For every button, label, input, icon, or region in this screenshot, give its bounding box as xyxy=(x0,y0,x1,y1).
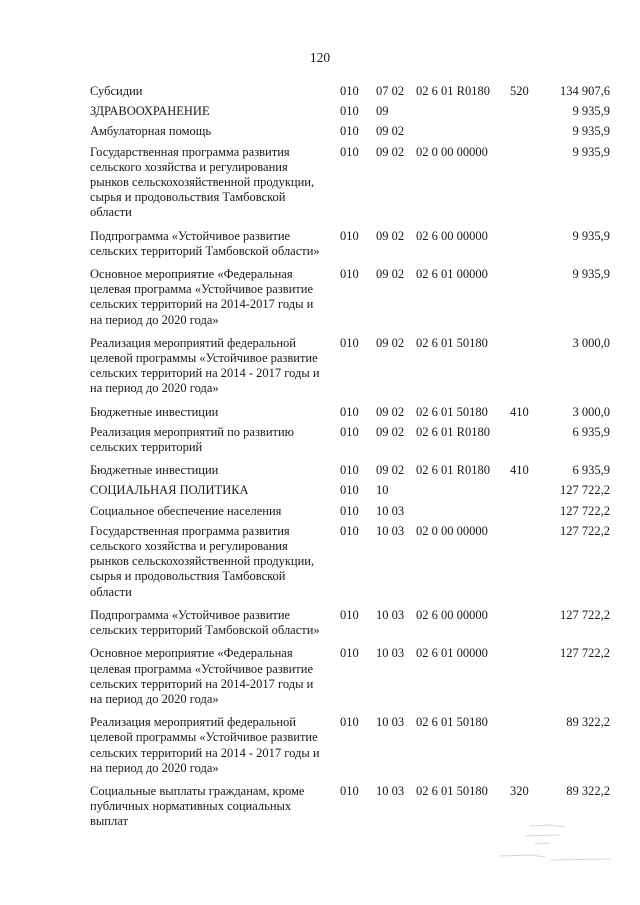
table-row xyxy=(90,336,610,397)
program-code-cell: 02 6 00 00000 xyxy=(416,228,488,243)
ministry-code-cell: 010 xyxy=(340,124,359,139)
row-name-cell: Реализация мероприятий по развитию сельских территорий xyxy=(90,424,294,455)
ministry-code-cell: 010 xyxy=(340,335,359,350)
ministry-code-cell: 010 xyxy=(340,84,359,98)
amount-cell: 9 935,9 xyxy=(572,267,610,282)
amount-cell: 6 935,9 xyxy=(572,463,610,478)
row-name-cell: Подпрограмма «Устойчивое развитие сельских территорий Тамбовской области» xyxy=(90,228,320,258)
expense-type-cell: 520 xyxy=(510,84,529,98)
section-code-cell: 10 03 xyxy=(376,503,405,518)
table-row xyxy=(90,145,610,221)
ministry-code-cell: 010 xyxy=(340,483,359,498)
row-name-cell: Государственная программа развития сельского хозяйства и регулирования рынков сельскохозяйственной продукции, сырья и продовольствия Тамбовской области xyxy=(90,523,315,599)
row-name-cell: Реализация мероприятий федеральной целевой программы «Устойчивое развитие сельских территорий на 2014 - 2017 годы и на период до 2020 года» xyxy=(90,335,320,396)
table-row xyxy=(90,646,610,707)
section-code-cell: 09 02 xyxy=(376,335,405,350)
table-row xyxy=(90,425,610,455)
amount-cell: 9 935,9 xyxy=(572,228,610,243)
program-code-cell: 02 6 00 00000 xyxy=(416,607,488,622)
table-row xyxy=(90,124,610,139)
ministry-code-cell: 010 xyxy=(340,463,359,478)
row-name-cell: Бюджетные инвестиции xyxy=(90,404,219,419)
table-row xyxy=(90,84,610,99)
table-row xyxy=(90,524,610,600)
amount-cell: 9 935,9 xyxy=(572,124,610,139)
row-name-cell: СОЦИАЛЬНАЯ ПОЛИТИКА xyxy=(90,483,249,498)
program-code-cell: 02 6 01 50180 xyxy=(416,715,488,730)
program-code-cell: 02 6 01 00000 xyxy=(416,267,488,282)
section-code-cell: 10 03 xyxy=(376,783,405,798)
row-name-cell: Социальное обеспечение населения xyxy=(90,503,282,518)
row-name-cell: Основное мероприятие «Федеральная целевая программа «Устойчивое развитие сельских территорий на 2014-2017 годы и на период до 2020 года» xyxy=(90,646,314,706)
expense-type-cell: 410 xyxy=(510,404,529,419)
section-code-cell: 10 03 xyxy=(376,607,405,622)
ministry-code-cell: 010 xyxy=(340,646,359,661)
amount-cell: 89 322,2 xyxy=(566,783,610,798)
section-code-cell: 09 02 xyxy=(376,144,405,159)
ministry-code-cell: 010 xyxy=(340,267,359,282)
ministry-code-cell: 010 xyxy=(340,228,359,243)
program-code-cell: 02 6 01 R0180 xyxy=(416,463,490,478)
row-name-cell: Государственная программа развития сельского хозяйства и регулирования рынков сельскохозяйственной продукции, сырья и продовольствия Тамбовской области xyxy=(90,144,315,220)
ministry-code-cell: 010 xyxy=(340,424,359,439)
section-code-cell: 09 xyxy=(376,104,389,119)
amount-cell: 127 722,2 xyxy=(560,646,610,661)
amount-cell: 89 322,2 xyxy=(566,715,610,730)
program-code-cell: 02 0 00 00000 xyxy=(416,523,488,538)
program-code-cell: 02 6 01 50180 xyxy=(416,404,488,419)
row-name-cell: Социальные выплаты гражданам, кроме публичных нормативных социальных выплат xyxy=(90,783,305,829)
row-name-cell: Реализация мероприятий федеральной целевой программы «Устойчивое развитие сельских территорий на 2014 - 2017 годы и на период до 2020 года» xyxy=(90,715,320,775)
program-code-cell: 02 0 00 00000 xyxy=(416,144,488,159)
amount-cell: 9 935,9 xyxy=(572,104,610,119)
row-name-cell: ЗДРАВООХРАНЕНИЕ xyxy=(90,104,210,119)
amount-cell: 127 722,2 xyxy=(560,607,610,622)
ministry-code-cell: 010 xyxy=(340,607,359,622)
amount-cell: 3 000,0 xyxy=(572,335,610,350)
ministry-code-cell: 010 xyxy=(340,104,359,119)
amount-cell: 9 935,9 xyxy=(572,144,610,159)
expense-type-cell: 410 xyxy=(510,463,529,478)
ministry-code-cell: 010 xyxy=(340,144,359,159)
row-name-cell: Основное мероприятие «Федеральная целевая программа «Устойчивое развитие сельских территорий на 2014-2017 годы и на период до 2020 года» xyxy=(90,267,314,327)
row-name-cell: Амбулаторная помощь xyxy=(90,124,212,139)
table-row xyxy=(90,267,610,328)
section-code-cell: 09 02 xyxy=(376,404,405,419)
section-code-cell: 10 03 xyxy=(376,523,405,538)
row-name-cell: Подпрограмма «Устойчивое развитие сельских территорий Тамбовской области» xyxy=(90,607,320,638)
ministry-code-cell: 010 xyxy=(340,715,359,730)
table-row xyxy=(90,104,610,119)
section-code-cell: 09 02 xyxy=(376,267,405,282)
budget-table xyxy=(90,84,610,830)
amount-cell: 127 722,2 xyxy=(560,523,610,538)
amount-cell: 134 907,6 xyxy=(560,84,610,98)
program-code-cell: 02 6 01 R0180 xyxy=(416,424,490,439)
table-row xyxy=(90,405,610,420)
table-row xyxy=(90,483,610,498)
expense-type-cell: 320 xyxy=(510,783,529,798)
ministry-code-cell: 010 xyxy=(340,783,359,798)
amount-cell: 127 722,2 xyxy=(560,503,610,518)
row-name-cell: Бюджетные инвестиции xyxy=(90,463,219,478)
table-row xyxy=(90,504,610,519)
amount-cell: 6 935,9 xyxy=(572,424,610,439)
section-code-cell: 10 03 xyxy=(376,646,405,661)
table-row xyxy=(90,463,610,478)
program-code-cell: 02 6 01 R0180 xyxy=(416,84,490,98)
ministry-code-cell: 010 xyxy=(340,523,359,538)
program-code-cell: 02 6 01 00000 xyxy=(416,646,488,661)
section-code-cell: 09 02 xyxy=(376,228,405,243)
table-row xyxy=(90,608,610,638)
amount-cell: 127 722,2 xyxy=(560,483,610,498)
page-number: 120 xyxy=(309,50,331,65)
table-row xyxy=(90,715,610,776)
section-code-cell: 09 02 xyxy=(376,463,405,478)
program-code-cell: 02 6 01 50180 xyxy=(416,335,488,350)
section-code-cell: 10 xyxy=(376,483,389,498)
amount-cell: 3 000,0 xyxy=(572,404,610,419)
section-code-cell: 07 02 xyxy=(376,84,405,98)
table-row xyxy=(90,229,610,259)
section-code-cell: 10 03 xyxy=(376,715,405,730)
row-name-cell: Субсидии xyxy=(90,84,143,98)
faded-stamp-mark xyxy=(490,818,620,868)
section-code-cell: 09 02 xyxy=(376,424,405,439)
ministry-code-cell: 010 xyxy=(340,503,359,518)
ministry-code-cell: 010 xyxy=(340,404,359,419)
section-code-cell: 09 02 xyxy=(376,124,405,139)
program-code-cell: 02 6 01 50180 xyxy=(416,783,488,798)
